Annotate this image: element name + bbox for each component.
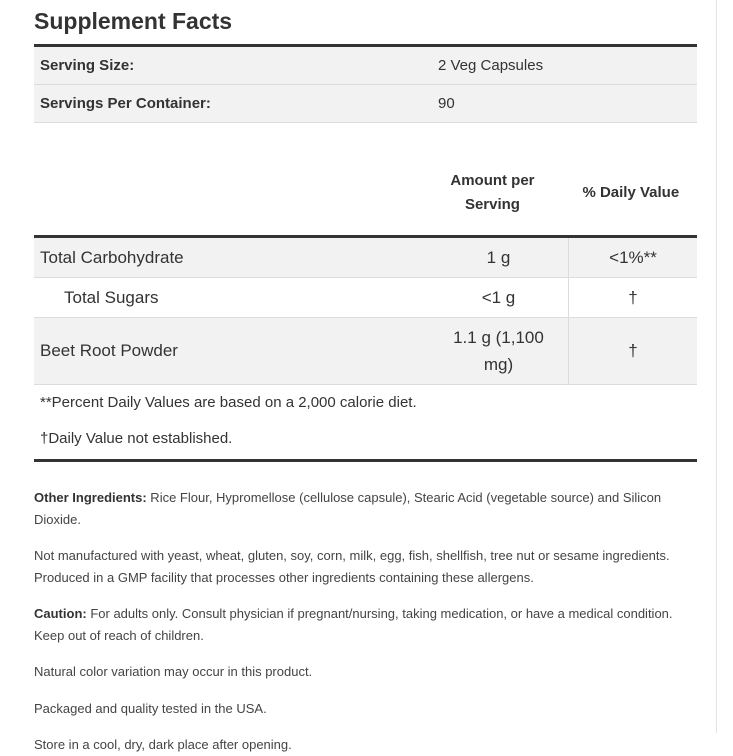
storage-note: Store in a cool, dry, dark place after opening. <box>34 737 292 752</box>
allergen-statement: Not manufactured with yeast, wheat, gluten, soy, corn, milk, egg, fish, shellfish, tree nut or sesame ingredients. Produced in a GMP facility that processes other ingredients containing these allergens. <box>34 548 670 585</box>
nutrient-header-blank <box>34 151 420 235</box>
nutrient-table <box>34 238 697 385</box>
page-edge-rule <box>716 0 717 733</box>
supplement-facts-panel <box>34 0 697 756</box>
nutrient-row <box>34 238 697 278</box>
nutrient-row <box>34 318 697 385</box>
caution-text: For adults only. Consult physician if pregnant/nursing, taking medication, or have a medical condition. Keep out of reach of children. <box>34 606 673 643</box>
spacer <box>34 123 697 151</box>
nutrient-name: Total Sugars <box>34 278 429 318</box>
nutrient-daily-value: <1%** <box>569 238 697 278</box>
servings-per-container-label: Servings Per Container: <box>34 85 438 123</box>
percent-daily-note: **Percent Daily Values are based on a 2,000 calorie diet. <box>40 394 417 411</box>
nutrient-amount: 1 g <box>429 238 569 278</box>
column-header <box>34 151 697 235</box>
servings-per-container-value: 90 <box>438 85 697 123</box>
serving-size-label: Serving Size: <box>34 47 438 85</box>
amount-header-line2: Serving <box>464 196 520 213</box>
dagger-note: †Daily Value not established. <box>40 430 233 447</box>
nutrient-amount <box>429 318 569 385</box>
caution-label: Caution: <box>34 606 87 621</box>
color-variation-note: Natural color variation may occur in this product. <box>34 664 313 679</box>
panel-title: Supplement Facts <box>34 8 233 34</box>
panel-bottom-rule <box>34 459 697 462</box>
other-ingredients-text: Rice Flour, Hypromellose (cellulose capsule), Stearic Acid (vegetable source) and Silicon Dioxide. <box>34 490 662 527</box>
nutrient-daily-value: † <box>569 318 697 385</box>
serving-size-value: 2 Veg Capsules <box>438 47 697 85</box>
amount-header <box>420 151 564 235</box>
nutrient-amount-line2: mg) <box>483 355 514 374</box>
serving-size-row <box>34 47 697 85</box>
nutrient-name: Total Carbohydrate <box>34 238 429 278</box>
nutrient-name: Beet Root Powder <box>34 318 429 385</box>
daily-value-header: % Daily Value <box>582 184 680 201</box>
nutrient-amount-line1: 1.1 g (1,100 <box>453 328 544 347</box>
servings-per-container-row <box>34 85 697 123</box>
other-ingredients-label: Other Ingredients: <box>34 490 147 505</box>
nutrient-daily-value: † <box>569 278 697 318</box>
nutrient-amount: <1 g <box>429 278 569 318</box>
usa-note: Packaged and quality tested in the USA. <box>34 700 267 716</box>
nutrient-row <box>34 278 697 318</box>
amount-header-line1: Amount per <box>450 172 535 189</box>
other-ingredients <box>34 487 697 530</box>
serving-table <box>34 47 697 123</box>
caution-statement <box>34 603 697 646</box>
